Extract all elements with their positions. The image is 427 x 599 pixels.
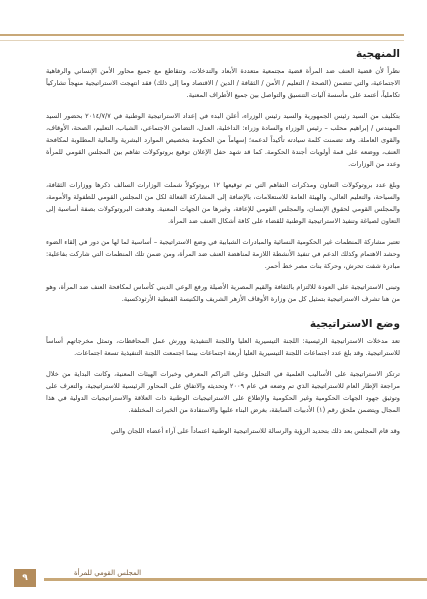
section-heading-methodology: المنهجية <box>355 48 400 60</box>
paragraph: تعد مدخلات الاستراتيجية الرئيسية: اللجنة التيسيرية العليا واللجنة التنفيذية وورش عمل المحافظات، وتمثل مخرجاتهم أساساً للاستراتيجية. وقد بلغ عدد اجتماعات اللجنة التيسيرية العليا أربعة اجتماعات بينما اجتمعت اللجنة التنفيذية تسعة اجتماعات. <box>46 337 400 357</box>
paragraph: نظراً لأن قضية العنف ضد المرأة قضية مجتمعية متعددة الأبعاد والتدخلات، وتتقاطع مع جميع محاور الأمن الإنساني والرفاهية الاجتماعية، والتي تتضمن (الصحة / التعليم / الأمن / الثقافة / الدين / الاقتصاد وما إلى ذلك) فقد انتهجت الاستراتيجية منهجاً تشاركياً تكاملياً، أعتمد على مأسسة آليات التنسيق والتواصل بين جميع الأطراف المعنية. <box>46 67 400 99</box>
paragraph: وقد قام المجلس بعد ذلك بتحديد الرؤية والرسالة للاستراتيجية الوطنية اعتماداً على آراء أعضاء اللجان والتي <box>110 427 400 435</box>
footer-bar <box>44 578 427 581</box>
paragraph: بتكليف من السيد رئيس الجمهورية والسيد رئيس الوزراء، أعلن البدء في إعداد الاستراتيجية الوطنية في ٢٠١٤/٧/٧ بحضور السيد المهندس / إبراهيم محلب – رئيس الوزراء والسادة وزراء: الداخلية، العدل، التضامن الاجتماعي، الشباب، التعليم، الصحة، الأوقاف، والقوى العاملة. وقد تضمنت كلمة سيادته تأكيداً لدعمه؛ إسهاماً من الحكومة بتخصيص الموارد البشرية والمالية المطلوبة لمكافحة العنف، ووضعه على قمة أولويات أجندة الحكومة. كما قد شهد حفل الإعلان توقيع بروتوكولات تفاهم بين المجلس القومي للمرأة وعدد من الوزارات. <box>46 112 400 168</box>
paragraph: وبلغ عدد بروتوكولات التعاون ومذكرات التفاهم التي تم توقيعها ١٢ بروتوكولاً شملت الوزارات السالف ذكرها ووزارات الثقافة، والسياحة، والتعليم العالي، والهيئة العامة للاستعلامات، بالإضافة إلى المشاركة الفعالة لكل من المجلس القومي للطفولة والأمومة، والمجلس القومي لحقوق الإنسان، والمجلس القومي للإعاقة، وغيرها من الجهات المعنية. وهدفت البروتوكولات بصفة أساسية إلى التعاون لصياغة وتنفيذ الاستراتيجية الوطنية للقضاء على كافة أشكال العنف ضد المرأة. <box>46 181 400 225</box>
paragraph: وتبنى الاستراتيجية على العودة للالتزام بالثقافة والقيم المصرية الأصيلة ورفع الوعي الديني كأساس لمكافحة العنف ضد المرأة، وهو من هنا تشرف الاستراتيجية بتمثيل كل من وزارة الأوقاف الأزهر الشريف والكنيسة القبطية الأرثوذكسية. <box>46 283 400 303</box>
paragraph: تعتبر مشاركة المنظمات غير الحكومية النسائية والمبادرات الشبابية في وضع الاستراتيجية – أساسية لما لها من دور في إلقاء الضوء وحشد الاهتمام وكذلك الدعم في تنفيذ الأنشطة اللازمة لمناهضة العنف ضد المرأة، ومن ضمن تلك المنظمات التي شاركت بفاعلية: مبادرة شفت تحرش، وحركة بنات مصر خط أحمر. <box>46 238 400 270</box>
header-rule <box>0 34 404 36</box>
section-heading-strategy: وضع الاستراتيجية <box>309 318 400 330</box>
header-rule-thin <box>0 40 404 41</box>
page-number: ٩ <box>14 569 36 587</box>
document-body <box>46 48 400 446</box>
footer-title: المجلس القومي للمرأة <box>70 569 145 577</box>
paragraph: ترتكز الاستراتيجية على الأساليب العلمية في التحليل وعلى التراكم المعرفي وخبرات الهيئات المعنية، وكانت البداية من خلال مراجعة الإطار العام للاستراتيجية الذي تم وضعه في عام ٢٠٠٩ وتحديثه والاتفاق على المحاور الرئيسية للاستراتيجية، والتعرف على وتوثيق جهود الجهات الحكومية وغير الحكومية والإطلاع على الاستراتيجيات الوطنية ذات العلاقة والاستراتيجيات الدولية في هذا المجال ويتضمن ملحق رقم (١) الأدبيات السابقة، بغرض البناء عليها والاستفادة من الخبرات المختلفة. <box>46 370 400 414</box>
page-footer <box>0 565 427 591</box>
